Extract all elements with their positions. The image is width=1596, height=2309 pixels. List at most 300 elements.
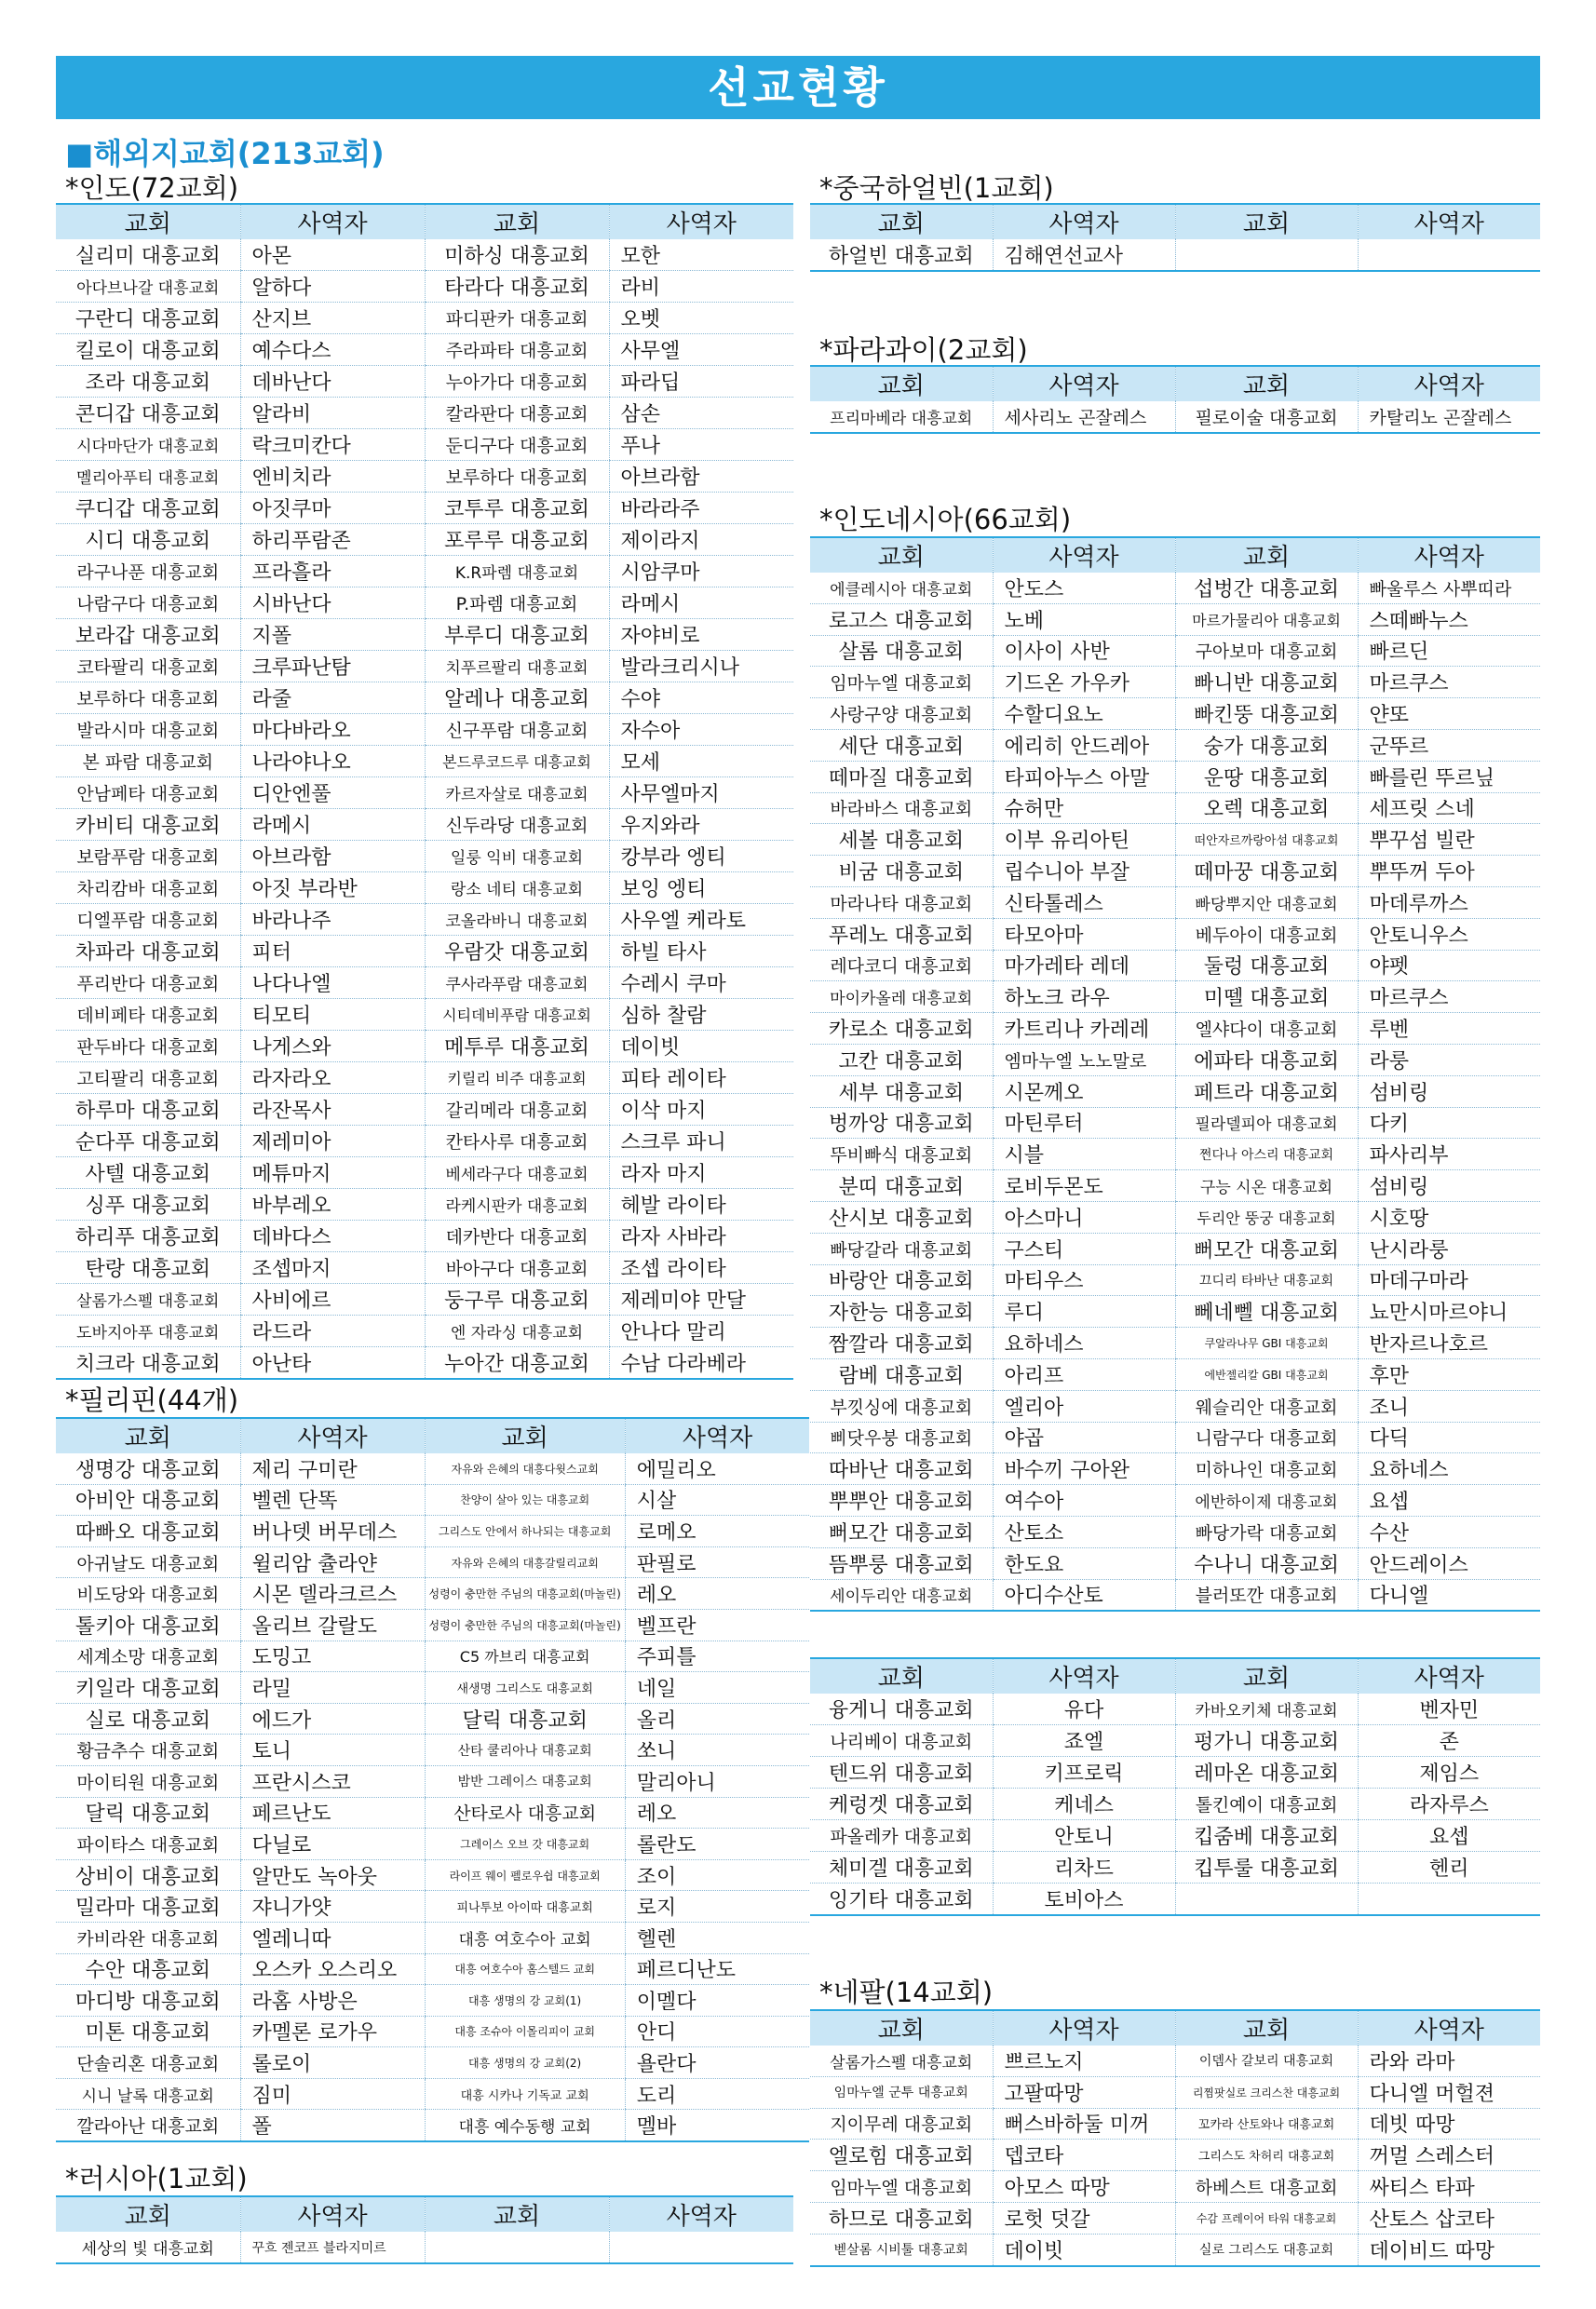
- table-row: [56, 2047, 809, 2079]
- church-name: 운땅 대흥교회: [1175, 761, 1358, 792]
- church-name: 쿠알라나무 GBI 대흥교회: [1175, 1328, 1358, 1359]
- church-name: 파올레카 대흥교회: [810, 1820, 993, 1852]
- minister-name: 페르디난도: [625, 1953, 809, 1985]
- table-row: [810, 1390, 1540, 1422]
- minister-name: 난시라룽: [1358, 1233, 1540, 1264]
- church-name: 톨키아 대흥교회: [56, 1609, 240, 1641]
- minister-name: 안디: [625, 2016, 809, 2047]
- minister-name: 루디: [993, 1296, 1175, 1328]
- minister-name: 군뚜르: [1358, 729, 1540, 761]
- table-row: [56, 1578, 809, 1610]
- church-name: 마이티원 대흥교회: [56, 1765, 240, 1797]
- church-name: 신구푸람 대흥교회: [425, 714, 609, 746]
- minister-name: 산지브: [240, 303, 425, 334]
- section-title-nepal: *네팔(14교회): [819, 1977, 994, 2008]
- church-name: 뻐모간 대흥교회: [1175, 1233, 1358, 1264]
- table-row: [56, 809, 793, 841]
- minister-name: 야곱: [993, 1422, 1175, 1453]
- minister-name: 네일: [625, 1672, 809, 1704]
- church-name: 엘로힘 대흥교회: [810, 2140, 993, 2171]
- minister-name: 케네스: [993, 1789, 1175, 1820]
- minister-name: 이사이 사반: [993, 635, 1175, 667]
- header-minister: 사역자: [240, 2196, 425, 2232]
- minister-name: 바수끼 구아완: [993, 1453, 1175, 1485]
- minister-name: 안드레이스: [1358, 1547, 1540, 1579]
- minister-name: 스크루 파니: [609, 1126, 793, 1157]
- church-name: 보루하다 대흥교회: [425, 461, 609, 493]
- minister-name: 반자르나호르: [1358, 1328, 1540, 1359]
- church-name: 푸리반다 대흥교회: [56, 967, 240, 999]
- minister-name: 멜바: [625, 2110, 809, 2141]
- church-name: 에파타 대흥교회: [1175, 1044, 1358, 1075]
- minister-name: 티모티: [240, 999, 425, 1031]
- minister-name: 세사리노 곤잘레스: [993, 401, 1175, 433]
- church-name: 뜸뿌룽 대흥교회: [810, 1547, 993, 1579]
- church-name: 시디 대흥교회: [56, 524, 240, 556]
- table-row: [56, 493, 793, 524]
- church-name: 안남페타 대흥교회: [56, 777, 240, 809]
- church-name: 그리스도 안에서 하나되는 대흥교회: [425, 1516, 625, 1547]
- minister-name: 라홈 사방은: [240, 1985, 425, 2017]
- minister-name: 올리: [625, 1703, 809, 1735]
- church-name: 뻐모간 대흥교회: [810, 1516, 993, 1547]
- church-name: 오렉 대흥교회: [1175, 792, 1358, 824]
- table-row: [810, 698, 1540, 730]
- church-name: 하므로 대흥교회: [810, 2202, 993, 2234]
- minister-name: 고팔따망: [993, 2076, 1175, 2108]
- table-row: [56, 904, 793, 936]
- table-row: [56, 1859, 809, 1891]
- table-row: [56, 1922, 809, 1953]
- church-name: 주라파타 대흥교회: [425, 334, 609, 366]
- church-name: 수감 프레이어 타워 대흥교회: [1175, 2202, 1358, 2234]
- church-name: 데카반다 대흥교회: [425, 1221, 609, 1252]
- church-name: 라케시판카 대흥교회: [425, 1189, 609, 1221]
- church-name: 푸레노 대흥교회: [810, 918, 993, 950]
- minister-name: 디안엔풀: [240, 777, 425, 809]
- header-church: 교회: [425, 2196, 609, 2232]
- minister-name: 노베: [993, 603, 1175, 635]
- minister-name: 캉부라 엥티: [609, 841, 793, 872]
- church-name: 실로 그리스도 대흥교회: [1175, 2234, 1358, 2265]
- church-name: 쿠사라푸람 대흥교회: [425, 967, 609, 999]
- minister-name: 요하네스: [993, 1328, 1175, 1359]
- church-name: C5 까브리 대흥교회: [425, 1641, 625, 1672]
- church-name: 그리스도 차허리 대흥교회: [1175, 2140, 1358, 2171]
- minister-name: 라줄: [240, 682, 425, 714]
- minister-name: 알만도 녹아웃: [240, 1859, 425, 1891]
- church-name: 밤반 그레이스 대흥교회: [425, 1765, 625, 1797]
- minister-name: 사무엘마지: [609, 777, 793, 809]
- minister-name: 벤자민: [1358, 1694, 1540, 1725]
- minister-name: 루벤: [1358, 1013, 1540, 1045]
- church-name: 달릭 대흥교회: [56, 1797, 240, 1829]
- church-name: 차리캄바 대흥교회: [56, 872, 240, 904]
- table-row: [810, 1422, 1540, 1453]
- header-church: 교회: [810, 366, 993, 401]
- table-row: [56, 1953, 809, 1985]
- table-row: [810, 1170, 1540, 1202]
- minister-name: 윌리암 츌라얀: [240, 1546, 425, 1578]
- church-name: 미뗄 대흥교회: [1175, 981, 1358, 1013]
- table-row: [810, 792, 1540, 824]
- church-name: 카로소 대흥교회: [810, 1013, 993, 1045]
- church-name: 보람푸람 대흥교회: [56, 841, 240, 872]
- church-name: 구아보마 대흥교회: [1175, 635, 1358, 667]
- church-name: 본 파람 대흥교회: [56, 746, 240, 777]
- church-name: 발라시마 대흥교회: [56, 714, 240, 746]
- minister-name: 사우엘 케라토: [609, 904, 793, 936]
- church-name: 체미겔 대흥교회: [810, 1852, 993, 1884]
- table-row: [810, 401, 1540, 433]
- church-name: 레다코디 대흥교회: [810, 950, 993, 981]
- minister-name: 한도요: [993, 1547, 1175, 1579]
- minister-name: 올리브 갈랄도: [240, 1609, 425, 1641]
- church-name: 칸타사루 대흥교회: [425, 1126, 609, 1157]
- table-row: [56, 271, 793, 303]
- minister-name: 카멜론 로가우: [240, 2016, 425, 2047]
- church-name: 밀라마 대흥교회: [56, 1891, 240, 1923]
- table-row: [56, 714, 793, 746]
- church-name: 대흥 생명의 강 교회(1): [425, 1985, 625, 2017]
- church-name: 둔디구다 대흥교회: [425, 429, 609, 461]
- minister-name: 시살: [625, 1484, 809, 1516]
- minister-name: 산토소: [993, 1516, 1175, 1547]
- table-row: [810, 950, 1540, 981]
- minister-name: 나다나엘: [240, 967, 425, 999]
- church-name: 산타 쿨리아나 대흥교회: [425, 1735, 625, 1766]
- minister-name: 라와 라마: [1358, 2046, 1540, 2076]
- minister-name: 헨리: [1358, 1852, 1540, 1884]
- minister-name: 뿌꾸섬 빌란: [1358, 824, 1540, 856]
- minister-name: 마틴루터: [993, 1107, 1175, 1139]
- minister-name: 슈허만: [993, 792, 1175, 824]
- minister-name: 뎁코타: [993, 2140, 1175, 2171]
- church-name: 엘샤다이 대흥교회: [1175, 1013, 1358, 1045]
- minister-name: 이부 유리아틴: [993, 824, 1175, 856]
- table-row: [56, 619, 793, 651]
- minister-name: 조니: [1358, 1390, 1540, 1422]
- table-row: [56, 1031, 793, 1062]
- minister-name: 라메시: [609, 587, 793, 619]
- header-minister: 사역자: [1358, 204, 1540, 239]
- table-row: [56, 1157, 793, 1189]
- minister-name: 레오: [625, 1797, 809, 1829]
- church-name: 대흥 생명의 강 교회(2): [425, 2047, 625, 2079]
- church-name: 빠당갈라 대흥교회: [810, 1233, 993, 1264]
- church-name: 로고스 대흥교회: [810, 603, 993, 635]
- table-row: [56, 1797, 809, 1829]
- table-row: [810, 239, 1540, 271]
- table-row: [56, 524, 793, 556]
- church-name: 세계소망 대흥교회: [56, 1641, 240, 1672]
- table-row: [56, 967, 793, 999]
- minister-name: 쏘니: [625, 1735, 809, 1766]
- header-church: 교회: [1175, 366, 1358, 401]
- minister-name: 라밀: [240, 1672, 425, 1704]
- table-row: [810, 1328, 1540, 1359]
- church-name: 바아구다 대흥교회: [425, 1252, 609, 1284]
- church-name: 벙까앙 대흥교회: [810, 1107, 993, 1139]
- church-name: 자한능 대흥교회: [810, 1296, 993, 1328]
- table-row: [810, 1075, 1540, 1107]
- minister-name: [609, 2232, 793, 2263]
- church-name: 카비티 대흥교회: [56, 809, 240, 841]
- minister-name: 아난타: [240, 1347, 425, 1380]
- church-name: 짬깔라 대흥교회: [810, 1328, 993, 1359]
- church-name: 베세라구다 대흥교회: [425, 1157, 609, 1189]
- minister-name: 죠엘: [993, 1725, 1175, 1757]
- header-minister: 사역자: [993, 537, 1175, 573]
- church-name: 순다푸 대흥교회: [56, 1126, 240, 1157]
- header-minister: 사역자: [625, 1418, 809, 1453]
- church-name: 깔라아난 대흥교회: [56, 2110, 240, 2141]
- minister-name: 시암쿠마: [609, 556, 793, 587]
- minister-name: 라자라오: [240, 1062, 425, 1094]
- minister-name: 페르난도: [240, 1797, 425, 1829]
- mission-table-philippines: [56, 1417, 809, 2142]
- table-row: [56, 2232, 793, 2263]
- minister-name: 프라흘라: [240, 556, 425, 587]
- church-name: 에반젤리칼 GBI 대흥교회: [1175, 1358, 1358, 1390]
- mission-table-india: [56, 203, 793, 1380]
- minister-name: 라메시: [240, 809, 425, 841]
- mission-table-russia: [56, 2195, 793, 2264]
- minister-name: 프란시스코: [240, 1765, 425, 1797]
- table-row: [56, 1484, 809, 1516]
- church-name: 새생명 그리스도 대흥교회: [425, 1672, 625, 1704]
- church-name: 대흥 여호수아 홈스텔드 교회: [425, 1953, 625, 1985]
- church-name: 콘디갑 대흥교회: [56, 398, 240, 429]
- minister-name: 데바다스: [240, 1221, 425, 1252]
- minister-name: 보잉 엥티: [609, 872, 793, 904]
- minister-name: 수레시 쿠마: [609, 967, 793, 999]
- church-name: 펑가니 대흥교회: [1175, 1725, 1358, 1757]
- minister-name: 삼손: [609, 398, 793, 429]
- minister-name: 말리아니: [625, 1765, 809, 1797]
- table-row: [810, 1757, 1540, 1789]
- table-row: [56, 682, 793, 714]
- minister-name: 폴: [240, 2110, 425, 2141]
- table-row: [810, 635, 1540, 667]
- table-row: [56, 1641, 809, 1672]
- minister-name: 구스티: [993, 1233, 1175, 1264]
- church-name: 따바난 대흥교회: [810, 1453, 993, 1485]
- minister-name: 다니엘: [1358, 1579, 1540, 1611]
- church-name: 아비안 대흥교회: [56, 1484, 240, 1516]
- table-row: [56, 334, 793, 366]
- header-church: 교회: [1175, 537, 1358, 573]
- minister-name: 제이라지: [609, 524, 793, 556]
- church-name: 람베 대흥교회: [810, 1358, 993, 1390]
- church-name: 성령이 충만한 주님의 대흥교회(마놀린): [425, 1609, 625, 1641]
- minister-name: 엘리아: [993, 1390, 1175, 1422]
- header-church: 교회: [425, 1418, 625, 1453]
- church-name: 자유와 은혜의 대흥다윗스교회: [425, 1453, 625, 1484]
- minister-name: 수남 다라베라: [609, 1347, 793, 1380]
- church-name: 블러또깐 대흥교회: [1175, 1579, 1358, 1611]
- church-name: 누아간 대흥교회: [425, 1347, 609, 1380]
- church-name: 살롬 대흥교회: [810, 635, 993, 667]
- church-name: 갈리메라 대흥교회: [425, 1094, 609, 1126]
- church-name: 수안 대흥교회: [56, 1953, 240, 1985]
- mission-table-harbin: [810, 203, 1540, 272]
- header-minister: 사역자: [609, 204, 793, 239]
- table-row: [56, 999, 793, 1031]
- minister-name: 로메오: [625, 1516, 809, 1547]
- table-row: [56, 1316, 793, 1347]
- minister-name: 제임스: [1358, 1757, 1540, 1789]
- table-row: [810, 1725, 1540, 1757]
- church-name: 대흥 예수동행 교회: [425, 2110, 625, 2141]
- table-row: [810, 2202, 1540, 2234]
- minister-name: 아브라함: [609, 461, 793, 493]
- minister-name: 라룽: [1358, 1044, 1540, 1075]
- church-name: 싱푸 대흥교회: [56, 1189, 240, 1221]
- church-name: 바랑안 대흥교회: [810, 1264, 993, 1296]
- header-church: 교회: [810, 1658, 993, 1694]
- header-minister: 사역자: [1358, 537, 1540, 573]
- minister-name: 제리 구미란: [240, 1453, 425, 1484]
- church-name: 생명강 대흥교회: [56, 1453, 240, 1484]
- church-name: 프리마베라 대흥교회: [810, 401, 993, 433]
- minister-name: 제레미야 만달: [609, 1284, 793, 1316]
- minister-name: 쟈니가얏: [240, 1891, 425, 1923]
- minister-name: 판필로: [625, 1546, 809, 1578]
- table-row: [56, 1829, 809, 1860]
- church-name: 부낏싱에 대흥교회: [810, 1390, 993, 1422]
- minister-name: 사비에르: [240, 1284, 425, 1316]
- minister-name: 데이비드 따망: [1358, 2234, 1540, 2265]
- minister-name: 하빌 타사: [609, 936, 793, 967]
- church-name: 사랑구양 대흥교회: [810, 698, 993, 730]
- church-name: 엔 자라싱 대흥교회: [425, 1316, 609, 1347]
- minister-name: 주피틀: [625, 1641, 809, 1672]
- minister-name: 마가레타 레데: [993, 950, 1175, 981]
- church-name: 마디방 대흥교회: [56, 1985, 240, 2017]
- minister-name: 메튜마지: [240, 1157, 425, 1189]
- church-name: P.파렘 대흥교회: [425, 587, 609, 619]
- page-title: 선교현황: [56, 56, 1540, 119]
- table-row: [810, 1358, 1540, 1390]
- minister-name: 이멜다: [625, 1985, 809, 2017]
- table-row: [56, 239, 793, 271]
- church-name: 일룽 익비 대흥교회: [425, 841, 609, 872]
- minister-name: 김해연선교사: [993, 239, 1175, 271]
- minister-name: 크루파난탐: [240, 651, 425, 682]
- table-row: [56, 398, 793, 429]
- minister-name: 하리푸람존: [240, 524, 425, 556]
- minister-name: 버나뎃 버무데스: [240, 1516, 425, 1547]
- table-row: [810, 1694, 1540, 1725]
- table-row: [810, 1107, 1540, 1139]
- church-name: 차파라 대흥교회: [56, 936, 240, 967]
- minister-name: 요하네스: [1358, 1453, 1540, 1485]
- minister-name: 라잔목사: [240, 1094, 425, 1126]
- table-row: [810, 1516, 1540, 1547]
- table-row: [56, 1453, 809, 1484]
- table-row: [56, 2078, 809, 2110]
- church-name: 신두라당 대흥교회: [425, 809, 609, 841]
- table-row: [56, 1094, 793, 1126]
- section-title-indonesia: *인도네시아(66교회): [819, 504, 1072, 535]
- minister-name: 데빗 따망: [1358, 2108, 1540, 2140]
- table-row: [56, 1284, 793, 1316]
- church-name: 떠안자르까랑아섬 대흥교회: [1175, 824, 1358, 856]
- church-name: 빠니반 대흥교회: [1175, 667, 1358, 698]
- table-row: [810, 2171, 1540, 2203]
- church-name: 아다브나갈 대흥교회: [56, 271, 240, 303]
- church-name: 하얼빈 대흥교회: [810, 239, 993, 271]
- table-row: [56, 303, 793, 334]
- minister-name: 예수다스: [240, 334, 425, 366]
- minister-name: 다니엘 머헐젼: [1358, 2076, 1540, 2108]
- minister-name: 라자 사바라: [609, 1221, 793, 1252]
- church-name: 웨슬리안 대흥교회: [1175, 1390, 1358, 1422]
- minister-name: 시몬 델라크르스: [240, 1578, 425, 1610]
- table-row: [56, 1891, 809, 1923]
- table-row: [810, 1296, 1540, 1328]
- header-church: 교회: [810, 204, 993, 239]
- mission-table-paraguay: [810, 365, 1540, 434]
- table-row: [810, 2076, 1540, 2108]
- table-row: [810, 729, 1540, 761]
- minister-name: 시호땅: [1358, 1201, 1540, 1233]
- table-row: [810, 1013, 1540, 1045]
- header-church: 교회: [1175, 2010, 1358, 2046]
- church-name: 대흥 여호수아 교회: [425, 1922, 625, 1953]
- table-row: [810, 1453, 1540, 1485]
- church-name: 부루디 대흥교회: [425, 619, 609, 651]
- church-name: 찬양이 살아 있는 대흥교회: [425, 1484, 625, 1516]
- header-minister: 사역자: [609, 2196, 793, 2232]
- table-row: [810, 1485, 1540, 1517]
- church-name: 뻬네뻴 대흥교회: [1175, 1296, 1358, 1328]
- table-row: [810, 667, 1540, 698]
- table-row: [56, 587, 793, 619]
- table-row: [810, 603, 1540, 635]
- table-row: [56, 1062, 793, 1094]
- church-name: 시니 날록 대흥교회: [56, 2078, 240, 2110]
- church-name: 산타로사 대흥교회: [425, 1797, 625, 1829]
- church-name: 자유와 은혜의 대흥갈릴리교회: [425, 1546, 625, 1578]
- minister-name: 데이빗: [993, 2234, 1175, 2265]
- minister-name: 유다: [993, 1694, 1175, 1725]
- table-row: [56, 556, 793, 587]
- church-name: [1175, 239, 1358, 271]
- church-name: 두리안 뚱궁 대흥교회: [1175, 1201, 1358, 1233]
- church-name: 보루하다 대흥교회: [56, 682, 240, 714]
- minister-name: 헤발 라이타: [609, 1189, 793, 1221]
- church-name: 마르가물리아 대흥교회: [1175, 603, 1358, 635]
- minister-name: 타피아누스 아말: [993, 761, 1175, 792]
- minister-name: 나라야나오: [240, 746, 425, 777]
- minister-name: 도밍고: [240, 1641, 425, 1672]
- mission-table-nepal: [810, 2009, 1540, 2267]
- minister-name: 뇨만시마르야니: [1358, 1296, 1540, 1328]
- table-row: [56, 746, 793, 777]
- header-minister: 사역자: [993, 1658, 1175, 1694]
- minister-name: 마르쿠스: [1358, 981, 1540, 1013]
- minister-name: 짐미: [240, 2078, 425, 2110]
- church-name: 단솔리혼 대흥교회: [56, 2047, 240, 2079]
- minister-name: 지폴: [240, 619, 425, 651]
- church-name: 살롬가스펠 대흥교회: [56, 1284, 240, 1316]
- minister-name: 바라라주: [609, 493, 793, 524]
- minister-name: 데바난다: [240, 366, 425, 398]
- church-name: 에반하이제 대흥교회: [1175, 1485, 1358, 1517]
- table-row: [56, 777, 793, 809]
